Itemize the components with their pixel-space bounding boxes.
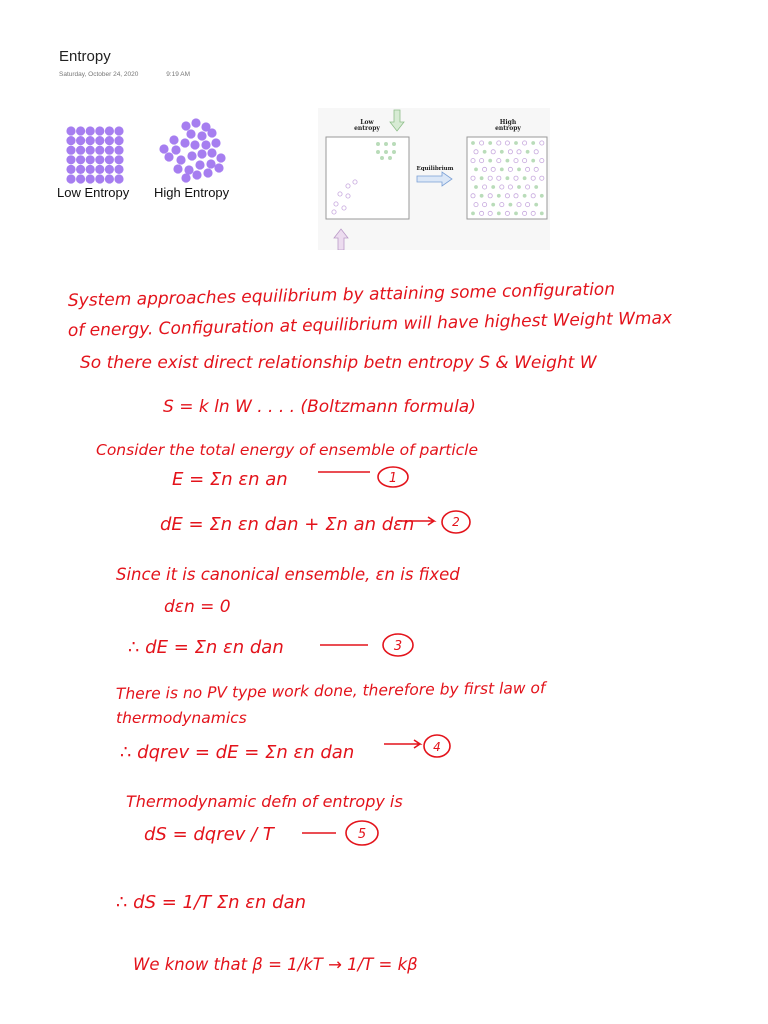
purple-particle bbox=[514, 159, 518, 163]
purple-particle bbox=[508, 185, 512, 189]
green-particle bbox=[384, 150, 388, 154]
purple-particle bbox=[500, 203, 504, 207]
purple-particle bbox=[488, 194, 492, 198]
high-entropy-dot bbox=[192, 170, 201, 179]
green-particle bbox=[506, 176, 510, 180]
green-particle bbox=[384, 142, 388, 146]
equilibrium-illustration bbox=[318, 108, 550, 250]
purple-particle bbox=[523, 211, 527, 215]
purple-particle bbox=[531, 176, 535, 180]
low-entropy-dot bbox=[76, 136, 85, 145]
green-particle bbox=[483, 150, 487, 154]
green-particle bbox=[531, 141, 535, 145]
purple-particle bbox=[491, 150, 495, 154]
low-entropy-caption: Low entropy bbox=[354, 119, 380, 132]
low-entropy-dot bbox=[66, 155, 75, 164]
purple-particle bbox=[497, 159, 501, 163]
high-entropy-dot bbox=[214, 163, 223, 172]
low-entropy-dot bbox=[76, 146, 85, 155]
green-particle bbox=[497, 212, 501, 216]
purple-particle bbox=[517, 150, 521, 154]
green-particle bbox=[500, 168, 504, 172]
page-time: 9:19 AM bbox=[166, 71, 191, 78]
green-particle bbox=[500, 150, 504, 154]
low-entropy-dot bbox=[114, 126, 123, 135]
green-particle bbox=[376, 150, 380, 154]
green-particle bbox=[523, 194, 527, 198]
low-entropy-dot bbox=[86, 126, 95, 135]
purple-particle bbox=[474, 203, 478, 207]
purple-particle bbox=[514, 194, 518, 198]
high-entropy-dot bbox=[180, 138, 189, 147]
green-particle bbox=[480, 194, 484, 198]
high-entropy-dot bbox=[190, 140, 199, 149]
low-entropy-dot bbox=[95, 146, 104, 155]
purple-particle bbox=[346, 184, 350, 188]
green-particle bbox=[497, 194, 501, 198]
green-particle bbox=[474, 185, 478, 189]
low-entropy-dot bbox=[114, 174, 123, 183]
note-line-8: thermodynamics bbox=[116, 709, 247, 727]
purple-particle bbox=[505, 194, 509, 198]
purple-particle bbox=[534, 167, 538, 171]
low-entropy-dot bbox=[95, 126, 104, 135]
low-entropy-dot bbox=[105, 165, 114, 174]
high-entropy-dot bbox=[164, 152, 173, 161]
equation-5-number: 5 bbox=[357, 827, 367, 842]
high-entropy-dot bbox=[187, 151, 196, 160]
green-particle bbox=[392, 142, 396, 146]
green-particle bbox=[471, 141, 475, 145]
high-entropy-dot bbox=[197, 131, 206, 140]
low-entropy-dot bbox=[114, 146, 123, 155]
purple-particle bbox=[342, 206, 346, 210]
low-entropy-dot bbox=[114, 136, 123, 145]
purple-particle bbox=[346, 194, 350, 198]
purple-particle bbox=[540, 176, 544, 180]
low-entropy-dot bbox=[66, 126, 75, 135]
green-particle bbox=[514, 212, 518, 216]
low-entropy-dot bbox=[76, 174, 85, 183]
low-entropy-dot bbox=[66, 136, 75, 145]
high-entropy-dot bbox=[201, 140, 210, 149]
purple-particle bbox=[332, 210, 336, 214]
purple-particle bbox=[517, 203, 521, 207]
low-entropy-dot bbox=[76, 155, 85, 164]
purple-particle bbox=[474, 150, 478, 154]
purple-particle bbox=[526, 203, 530, 207]
low-entropy-dot bbox=[105, 136, 114, 145]
green-particle bbox=[480, 176, 484, 180]
purple-particle bbox=[471, 159, 475, 163]
purple-particle bbox=[480, 141, 484, 145]
purple-particle bbox=[497, 176, 501, 180]
low-entropy-dot bbox=[114, 165, 123, 174]
purple-particle bbox=[483, 185, 487, 189]
high-entropy-dot-cluster bbox=[159, 118, 225, 182]
purple-particle bbox=[534, 150, 538, 154]
purple-particle bbox=[505, 141, 509, 145]
purple-particle bbox=[480, 211, 484, 215]
note-line-6: Since it is canonical ensemble, εn is fixed bbox=[116, 565, 460, 584]
high-entropy-dot bbox=[195, 160, 204, 169]
purple-particle bbox=[471, 194, 475, 198]
low-entropy-dot bbox=[95, 165, 104, 174]
low-entropy-dot bbox=[66, 174, 75, 183]
green-particle bbox=[531, 159, 535, 163]
low-entropy-dot bbox=[66, 146, 75, 155]
equation-2-number: 2 bbox=[452, 515, 460, 529]
equation-4-number: 4 bbox=[433, 740, 441, 754]
equation-3: ∴ dE = Σn εn dan bbox=[128, 637, 284, 658]
note-line-7: There is no PV type work done, therefore by first law of bbox=[115, 679, 546, 703]
low-entropy-dot bbox=[95, 136, 104, 145]
equation-5: dS = dqrev / T bbox=[144, 824, 274, 845]
green-particle bbox=[526, 150, 530, 154]
high-entropy-dot bbox=[169, 135, 178, 144]
note-line-9: Thermodynamic defn of entropy is bbox=[126, 792, 403, 811]
green-particle bbox=[517, 168, 521, 172]
green-particle bbox=[488, 141, 492, 145]
low-entropy-dot bbox=[86, 146, 95, 155]
purple-particle bbox=[491, 167, 495, 171]
high-entropy-dot bbox=[171, 145, 180, 154]
low-entropy-dot bbox=[114, 155, 123, 164]
note-line-1: System approaches equilibrium by attaining some configuration bbox=[67, 279, 616, 311]
page-title: Entropy bbox=[59, 48, 111, 65]
low-entropy-dot bbox=[86, 136, 95, 145]
green-particle bbox=[380, 156, 384, 160]
page-timestamp bbox=[59, 71, 216, 78]
low-entropy-dot bbox=[76, 165, 85, 174]
green-particle bbox=[471, 212, 475, 216]
purple-particle bbox=[540, 159, 544, 163]
low-entropy-box bbox=[326, 137, 409, 219]
purple-particle bbox=[353, 180, 357, 184]
high-entropy-dot bbox=[206, 159, 215, 168]
green-particle bbox=[534, 185, 538, 189]
green-particle bbox=[514, 141, 518, 145]
purple-particle bbox=[483, 167, 487, 171]
page-date: Saturday, October 24, 2020 bbox=[59, 71, 139, 78]
high-entropy-dot bbox=[207, 148, 216, 157]
purple-particle bbox=[488, 211, 492, 215]
handwritten-notes bbox=[0, 270, 768, 1024]
purple-particle bbox=[334, 202, 338, 206]
low-entropy-dot bbox=[105, 126, 114, 135]
purple-particle bbox=[488, 176, 492, 180]
equation-4: ∴ dqrev = dE = Σn εn dan bbox=[120, 742, 355, 763]
green-particle bbox=[376, 142, 380, 146]
purple-particle bbox=[531, 211, 535, 215]
entropy-dots-illustration bbox=[56, 118, 246, 204]
low-entropy-dot bbox=[86, 165, 95, 174]
high-entropy-dot bbox=[159, 144, 168, 153]
green-particle bbox=[517, 185, 521, 189]
low-entropy-dot bbox=[95, 155, 104, 164]
high-entropy-dot bbox=[184, 165, 193, 174]
note-line-3: So there exist direct relationship betn entropy S & Weight W bbox=[80, 353, 597, 373]
high-entropy-dot bbox=[181, 173, 190, 182]
equation-6: ∴ dS = 1/T Σn εn dan bbox=[116, 892, 307, 913]
purple-particle bbox=[480, 159, 484, 163]
note-line-4: S = k ln W . . . . (Boltzmann formula) bbox=[163, 397, 476, 417]
low-entropy-dot bbox=[105, 155, 114, 164]
purple-particle bbox=[508, 150, 512, 154]
low-entropy-dot bbox=[76, 126, 85, 135]
purple-particle bbox=[508, 167, 512, 171]
green-particle bbox=[540, 212, 544, 216]
low-entropy-dot bbox=[105, 174, 114, 183]
low-entropy-label: Low Entropy bbox=[57, 185, 130, 200]
equation-1-number: 1 bbox=[388, 471, 398, 486]
note-line-5: Consider the total energy of ensemble of particle bbox=[96, 441, 478, 459]
high-entropy-dot bbox=[173, 164, 182, 173]
green-particle bbox=[488, 159, 492, 163]
green-particle bbox=[506, 159, 510, 163]
green-particle bbox=[491, 185, 495, 189]
purple-particle bbox=[505, 211, 509, 215]
note-line-2: of energy. Configuration at equilibrium will have highest Weight Wmax bbox=[67, 308, 673, 341]
green-particle bbox=[392, 150, 396, 154]
green-particle bbox=[509, 203, 513, 207]
equilibrium-label: Equilibrium bbox=[416, 166, 454, 172]
green-particle bbox=[534, 203, 538, 207]
purple-particle bbox=[500, 185, 504, 189]
purple-particle bbox=[523, 141, 527, 145]
purple-particle bbox=[338, 192, 342, 196]
low-entropy-dot bbox=[95, 174, 104, 183]
low-entropy-dot bbox=[86, 155, 95, 164]
purple-particle bbox=[523, 159, 527, 163]
note-line-10: We know that β = 1/kT → 1/T = kβ bbox=[133, 955, 418, 974]
green-particle bbox=[474, 168, 478, 172]
purple-particle bbox=[514, 176, 518, 180]
purple-particle bbox=[497, 141, 501, 145]
purple-particle bbox=[526, 185, 530, 189]
purple-particle bbox=[483, 203, 487, 207]
high-entropy-label: High Entropy bbox=[154, 185, 230, 200]
equation-4-arrow bbox=[384, 740, 420, 748]
high-entropy-dot bbox=[181, 121, 190, 130]
green-particle bbox=[491, 203, 495, 207]
low-entropy-dot bbox=[66, 165, 75, 174]
purple-particle bbox=[471, 176, 475, 180]
low-entropy-dot bbox=[105, 146, 114, 155]
high-entropy-dot bbox=[191, 118, 200, 127]
equation-2: dE = Σn εn dan + Σn an dεn bbox=[160, 514, 415, 535]
purple-particle bbox=[540, 141, 544, 145]
low-entropy-dot-grid bbox=[66, 126, 123, 183]
purple-particle bbox=[526, 167, 530, 171]
green-particle bbox=[523, 176, 527, 180]
equation-3-number: 3 bbox=[393, 639, 403, 654]
purple-particle bbox=[531, 194, 535, 198]
high-entropy-dot bbox=[186, 129, 195, 138]
green-particle bbox=[540, 194, 544, 198]
high-entropy-dot bbox=[176, 155, 185, 164]
green-particle bbox=[388, 156, 392, 160]
equation-1: E = Σn εn an bbox=[172, 469, 288, 490]
high-entropy-dot bbox=[203, 168, 212, 177]
high-entropy-dot bbox=[197, 149, 206, 158]
high-entropy-dot bbox=[216, 153, 225, 162]
high-entropy-dot bbox=[207, 128, 216, 137]
high-entropy-caption: High entropy bbox=[495, 119, 521, 132]
high-entropy-dot bbox=[211, 138, 220, 147]
low-entropy-dot bbox=[86, 174, 95, 183]
equation-dEn-zero: dεn = 0 bbox=[164, 597, 231, 617]
